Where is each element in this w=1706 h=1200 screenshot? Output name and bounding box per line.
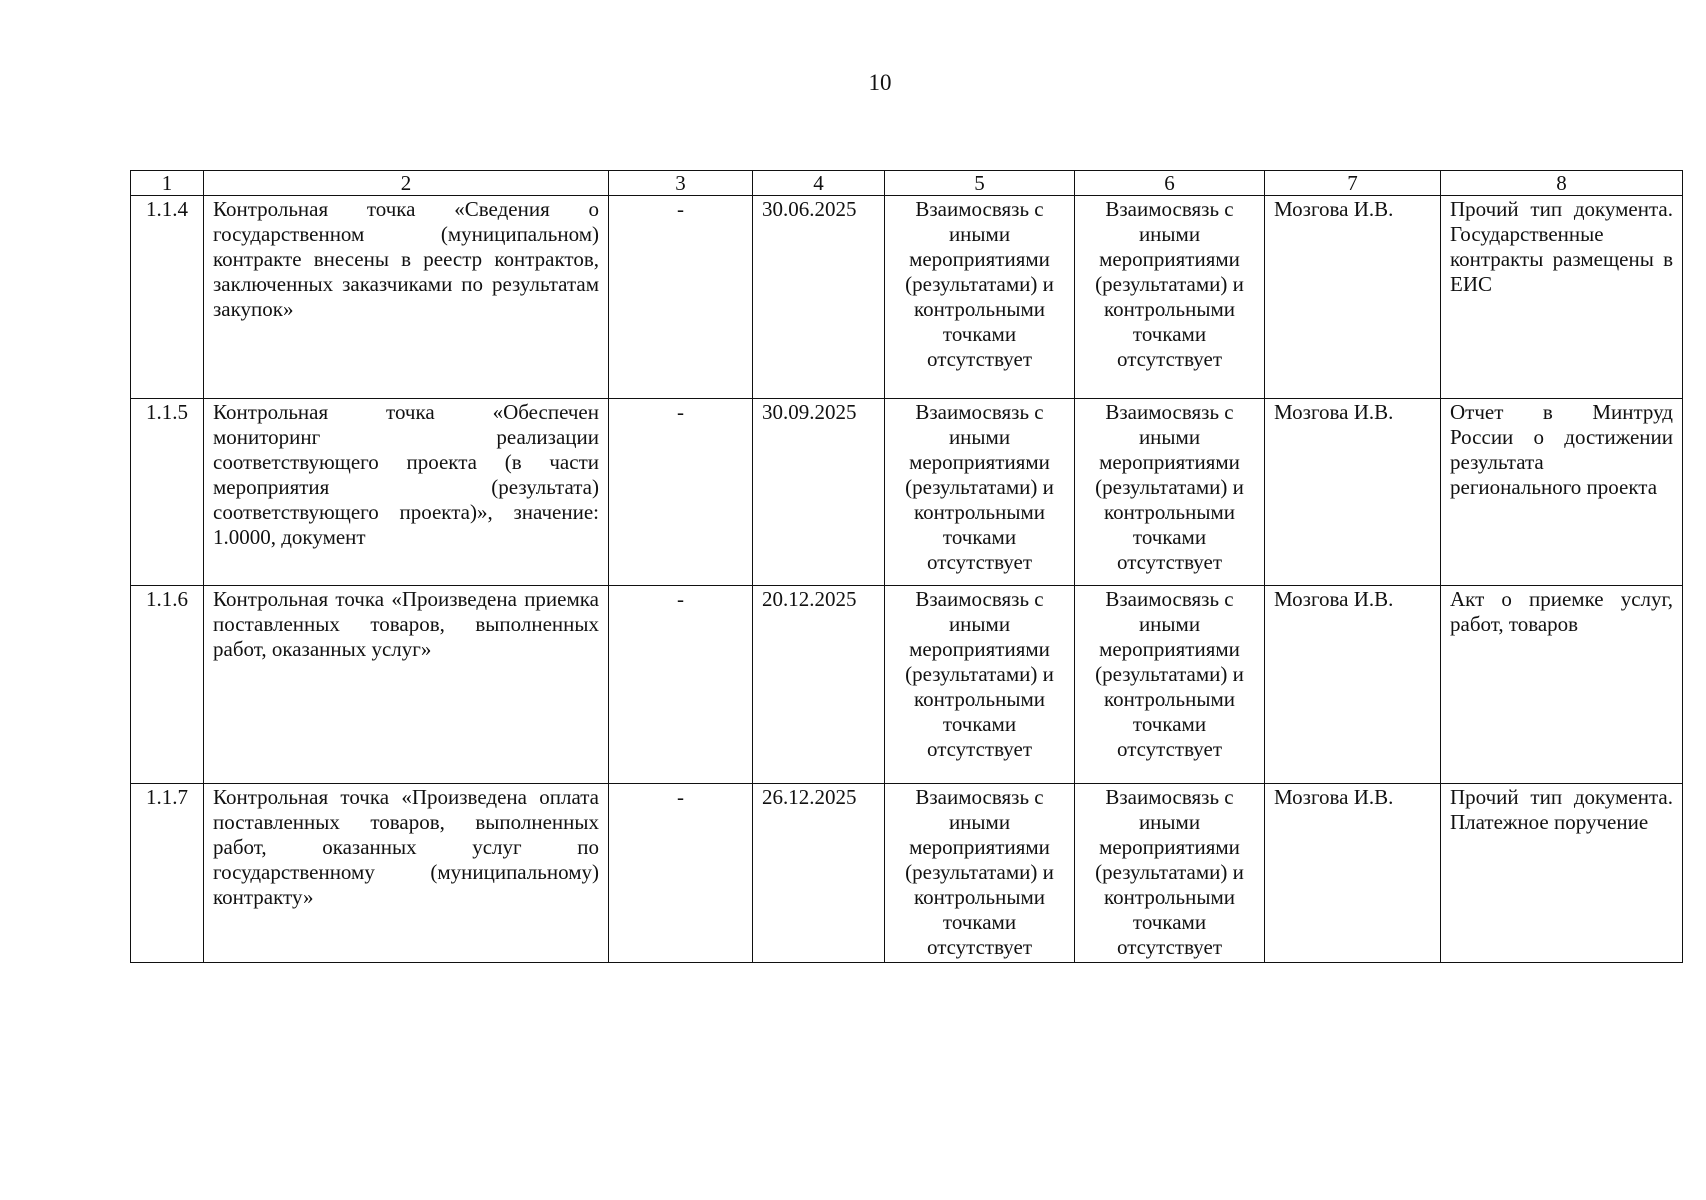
column-3-value: - bbox=[609, 784, 753, 963]
relationship-cell: Взаимосвязь с иными мероприятиями (результатами) и контрольными точками отсутствует bbox=[885, 399, 1075, 586]
column-header-5: 5 bbox=[885, 171, 1075, 196]
row-number: 1.1.5 bbox=[131, 399, 204, 586]
table-row bbox=[131, 784, 1683, 963]
relationship-cell: Взаимосвязь с иными мероприятиями (результатами) и контрольными точками отсутствует bbox=[1075, 196, 1265, 399]
document-type: Прочий тип документа. Государственные контракты размещены в ЕИС bbox=[1441, 196, 1683, 399]
document-type: Прочий тип документа. Платежное поручение bbox=[1441, 784, 1683, 963]
column-header-1: 1 bbox=[131, 171, 204, 196]
table-row bbox=[131, 196, 1683, 399]
control-point-name: Контрольная точка «Сведения о государственном (муниципальном) контракте внесены в реестр контрактов, заключенных заказчиками по результатам закупок» bbox=[204, 196, 609, 399]
table-row bbox=[131, 586, 1683, 784]
document-type: Отчет в Минтруд России о достижении результата регионального проекта bbox=[1441, 399, 1683, 586]
responsible-person: Мозгова И.В. bbox=[1265, 784, 1441, 963]
responsible-person: Мозгова И.В. bbox=[1265, 399, 1441, 586]
column-header-6: 6 bbox=[1075, 171, 1265, 196]
column-header-4: 4 bbox=[753, 171, 885, 196]
column-3-value: - bbox=[609, 586, 753, 784]
page-number: 10 bbox=[868, 70, 892, 95]
control-point-name: Контрольная точка «Произведена оплата поставленных товаров, выполненных работ, оказанных услуг по государственному (муниципальному) контракту» bbox=[204, 784, 609, 963]
column-header-7: 7 bbox=[1265, 171, 1441, 196]
row-number: 1.1.6 bbox=[131, 586, 204, 784]
row-number: 1.1.4 bbox=[131, 196, 204, 399]
header-row bbox=[131, 171, 1683, 196]
relationship-cell: Взаимосвязь с иными мероприятиями (результатами) и контрольными точками отсутствует bbox=[885, 784, 1075, 963]
column-header-8: 8 bbox=[1441, 171, 1683, 196]
relationship-cell: Взаимосвязь с иными мероприятиями (результатами) и контрольными точками отсутствует bbox=[1075, 586, 1265, 784]
relationship-cell: Взаимосвязь с иными мероприятиями (результатами) и контрольными точками отсутствует bbox=[885, 196, 1075, 399]
responsible-person: Мозгова И.В. bbox=[1265, 586, 1441, 784]
relationship-cell: Взаимосвязь с иными мероприятиями (результатами) и контрольными точками отсутствует bbox=[885, 586, 1075, 784]
control-points-table bbox=[130, 170, 1683, 963]
responsible-person: Мозгова И.В. bbox=[1265, 196, 1441, 399]
deadline-date: 30.09.2025 bbox=[753, 399, 885, 586]
row-number: 1.1.7 bbox=[131, 784, 204, 963]
table-row bbox=[131, 399, 1683, 586]
column-header-3: 3 bbox=[609, 171, 753, 196]
column-3-value: - bbox=[609, 196, 753, 399]
deadline-date: 30.06.2025 bbox=[753, 196, 885, 399]
relationship-cell: Взаимосвязь с иными мероприятиями (результатами) и контрольными точками отсутствует bbox=[1075, 399, 1265, 586]
relationship-cell: Взаимосвязь с иными мероприятиями (результатами) и контрольными точками отсутствует bbox=[1075, 784, 1265, 963]
column-3-value: - bbox=[609, 399, 753, 586]
deadline-date: 26.12.2025 bbox=[753, 784, 885, 963]
control-point-name: Контрольная точка «Обеспечен мониторинг реализации соответствующего проекта (в части мероприятия (результата) соответствующего проекта)», значение: 1.0000, документ bbox=[204, 399, 609, 586]
control-point-name: Контрольная точка «Произведена приемка поставленных товаров, выполненных работ, оказанных услуг» bbox=[204, 586, 609, 784]
column-header-2: 2 bbox=[204, 171, 609, 196]
document-type: Акт о приемке услуг, работ, товаров bbox=[1441, 586, 1683, 784]
deadline-date: 20.12.2025 bbox=[753, 586, 885, 784]
